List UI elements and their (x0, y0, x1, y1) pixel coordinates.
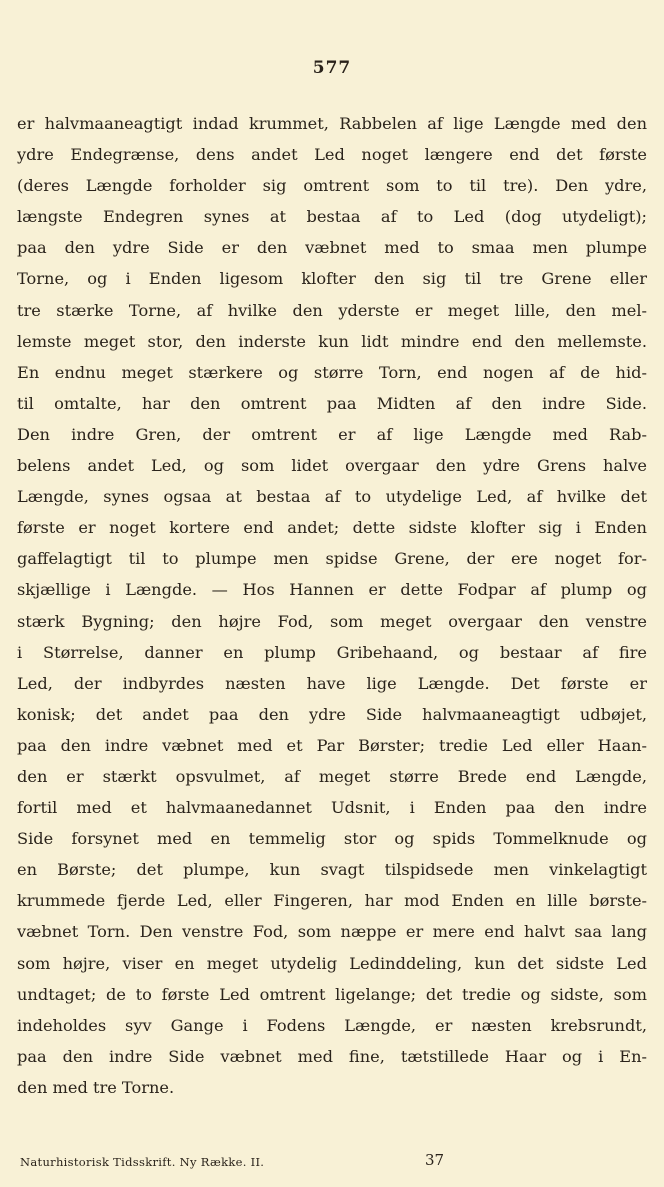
page-footer (20, 1152, 450, 1172)
text-line: Torne, og i Enden ligesom klofter den sig til tre Grene eller (17, 269, 647, 289)
text-line: krummede fjerde Led, eller Fingeren, har mod Enden en lille børste- (17, 891, 647, 911)
page-number: 577 (312, 58, 352, 78)
text-line: den er stærkt opsvulmet, af meget større Brede end Længde, (17, 766, 647, 786)
text-line: Side forsynet med en temmelig stor og spids Tommelknude og (17, 829, 647, 849)
text-line: den med tre Torne. (17, 1077, 175, 1097)
sheet-number: 37 (425, 1151, 445, 1169)
text-line: i Størrelse, danner en plump Gribehaand, og bestaar af fire (17, 642, 647, 662)
text-line: belens andet Led, og som lidet overgaar den ydre Grens halve (17, 456, 647, 476)
body-text (17, 108, 647, 1103)
text-line: (deres Længde forholder sig omtrent som to til tre). Den ydre, (17, 176, 647, 196)
text-line: gaffelagtigt til to plumpe men spidse Grene, der ere noget for- (17, 549, 647, 569)
text-line: tre stærke Torne, af hvilke den yderste er meget lille, den mel- (17, 300, 647, 320)
text-line: En endnu meget stærkere og større Torn, end nogen af de hid- (17, 362, 647, 382)
text-line: Den indre Gren, der omtrent er af lige Længde med Rab- (17, 424, 647, 444)
text-line: stærk Bygning; den højre Fod, som meget overgaar den venstre (17, 611, 647, 631)
text-line: længste Endegren synes at bestaa af to Led (dog utydeligt); (17, 207, 647, 227)
text-line: undtaget; de to første Led omtrent ligelange; det tredie og sidste, som (17, 984, 647, 1004)
text-line: fortil med et halvmaanedannet Udsnit, i Enden paa den indre (17, 798, 647, 818)
text-line: paa den indre Side væbnet med fine, tætstillede Haar og i En- (17, 1046, 647, 1066)
text-line: ydre Endegrænse, dens andet Led noget længere end det første (17, 145, 647, 165)
text-line: til omtalte, har den omtrent paa Midten af den indre Side. (17, 393, 647, 413)
text-line: skjællige i Længde. — Hos Hannen er dette Fodpar af plump og (17, 580, 647, 600)
text-line: indeholdes syv Gange i Fodens Længde, er næsten krebsrundt, (17, 1015, 647, 1035)
text-line: Længde, synes ogsaa at bestaa af to utydelige Led, af hvilke det (17, 487, 647, 507)
text-line: første er noget kortere end andet; dette sidste klofter sig i Enden (17, 518, 647, 538)
text-line: er halvmaaneagtigt indad krummet, Rabbelen af lige Længde med den (17, 114, 647, 133)
text-line: lemste meget stor, den inderste kun lidt mindre end den mellemste. (17, 331, 647, 351)
text-line: Led, der indbyrdes næsten have lige Længde. Det første er (17, 673, 647, 693)
text-line: væbnet Torn. Den venstre Fod, som næppe er mere end halvt saa lang (17, 922, 647, 942)
text-line: paa den ydre Side er den væbnet med to smaa men plumpe (17, 238, 647, 258)
text-line: konisk; det andet paa den ydre Side halvmaaneagtigt udbøjet, (17, 704, 647, 724)
text-line: en Børste; det plumpe, kun svagt tilspidsede men vinkelagtigt (17, 860, 647, 880)
footer-signature: Naturhistorisk Tidsskrift. Ny Række. II. (20, 1155, 265, 1169)
text-line: paa den indre væbnet med et Par Børster; tredie Led eller Haan- (17, 735, 647, 755)
text-line: som højre, viser en meget utydelig Ledinddeling, kun det sidste Led (17, 953, 647, 973)
